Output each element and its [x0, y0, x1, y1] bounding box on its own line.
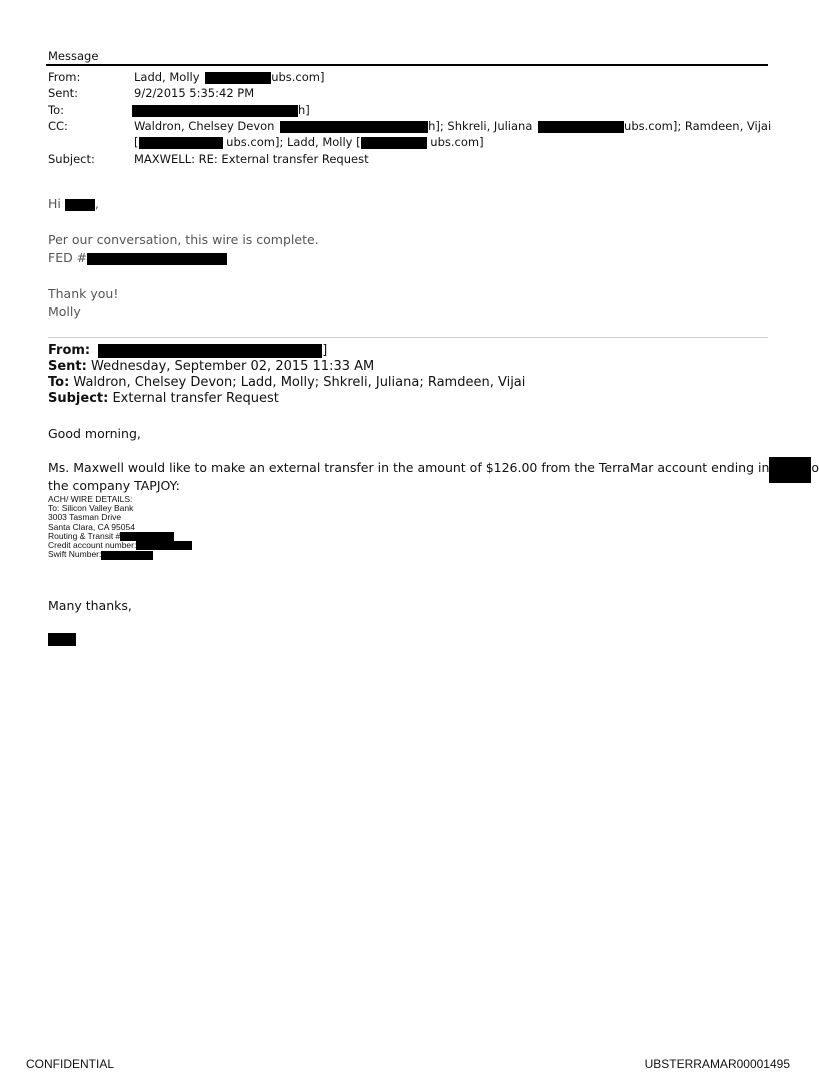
cc-line-1 — [134, 118, 771, 134]
fwd-to-value: Waldron, Chelsey Devon; Ladd, Molly; Shkreli, Juliana; Ramdeen, Vijai — [73, 375, 526, 390]
signature-redaction — [48, 633, 76, 646]
subject-value: MAXWELL: RE: External transfer Request — [134, 152, 369, 166]
fwd-paragraph-line-2: the company TAPJOY: — [48, 478, 180, 493]
fwd-greeting: Good morning, — [48, 426, 141, 441]
footer-confidential: CONFIDENTIAL — [26, 1057, 115, 1071]
to-tail: h] — [298, 103, 310, 117]
cc-name-4: ubs.com]; Ladd, Molly [ — [226, 135, 361, 149]
redaction — [205, 72, 271, 84]
sent-label: Sent: — [48, 86, 79, 100]
cc-label: CC: — [48, 119, 68, 133]
subject-label: Subject: — [48, 152, 95, 166]
redaction — [769, 457, 811, 483]
swift-label: Swift Number: — [48, 549, 102, 560]
redaction — [136, 541, 192, 550]
redaction — [280, 121, 428, 133]
credit-label: Credit account number: — [48, 540, 137, 551]
redaction — [538, 121, 624, 133]
fwd-to — [48, 375, 525, 391]
fwd-subject — [48, 391, 279, 407]
cc-name-3: ubs.com]; Ramdeen, Vijai — [624, 119, 772, 133]
from-label: From: — [48, 70, 81, 84]
wire-line: Santa Clara, CA 95054 — [48, 521, 135, 532]
reply-signature: Molly — [48, 304, 81, 319]
para-text: Ms. Maxwell would like to make an external transfer in the amount of $126.00 from the TerraMar account ending in — [48, 460, 770, 475]
reply-line-1: Per our conversation, this wire is complete. — [48, 232, 319, 247]
cc-name-1: Waldron, Chelsey Devon — [134, 119, 275, 133]
fed-label: FED # — [48, 250, 88, 265]
fwd-sent-value: Wednesday, September 02, 2015 11:33 AM — [91, 359, 375, 374]
fwd-closing: Many thanks, — [48, 598, 132, 613]
redaction — [87, 253, 227, 265]
greeting-text: Hi — [48, 196, 61, 211]
fwd-subject-label: Subject: — [48, 391, 109, 406]
redaction — [139, 137, 223, 149]
wire-line: 3003 Tasman Drive — [48, 512, 122, 523]
footer-bates-number: UBSTERRAMAR00001495 — [644, 1057, 790, 1071]
message-title: Message — [48, 49, 99, 63]
wire-details — [48, 495, 192, 560]
from-domain: ubs.com] — [271, 70, 325, 84]
routing-label: Routing & Transit # — [48, 530, 121, 541]
separator-rule — [48, 337, 768, 338]
from-value — [134, 69, 324, 85]
fwd-from-label: From: — [48, 343, 91, 358]
para-tail: o — [811, 460, 819, 475]
fwd-from — [48, 343, 327, 359]
header-rule — [46, 64, 768, 66]
wire-line: ACH/ WIRE DETAILS: — [48, 494, 133, 504]
reply-thanks: Thank you! — [48, 286, 119, 301]
to-value — [132, 102, 310, 118]
fwd-subject-value: External transfer Request — [112, 391, 279, 406]
wire-line: To: Silicon Valley Bank — [48, 503, 134, 514]
redaction — [65, 199, 95, 211]
fwd-sent — [48, 359, 374, 375]
wire-line — [48, 550, 192, 559]
fwd-to-label: To: — [48, 375, 70, 390]
cc-tail: ubs.com] — [430, 135, 484, 149]
cc-name-2: h]; Shkreli, Juliana — [428, 119, 533, 133]
redaction — [101, 551, 153, 560]
reply-greeting — [48, 195, 99, 213]
to-label: To: — [48, 103, 64, 117]
sent-value: 9/2/2015 5:35:42 PM — [134, 86, 255, 100]
redaction — [98, 344, 322, 358]
greeting-tail: , — [94, 196, 99, 211]
cc-line-2 — [134, 134, 484, 150]
cc-bracket: [ — [134, 135, 139, 149]
redaction — [361, 137, 427, 149]
fwd-sent-label: Sent: — [48, 359, 87, 374]
fwd-from-tail: ] — [322, 343, 328, 358]
fed-reference — [48, 249, 227, 267]
redaction — [132, 105, 298, 117]
from-name: Ladd, Molly — [134, 70, 200, 84]
